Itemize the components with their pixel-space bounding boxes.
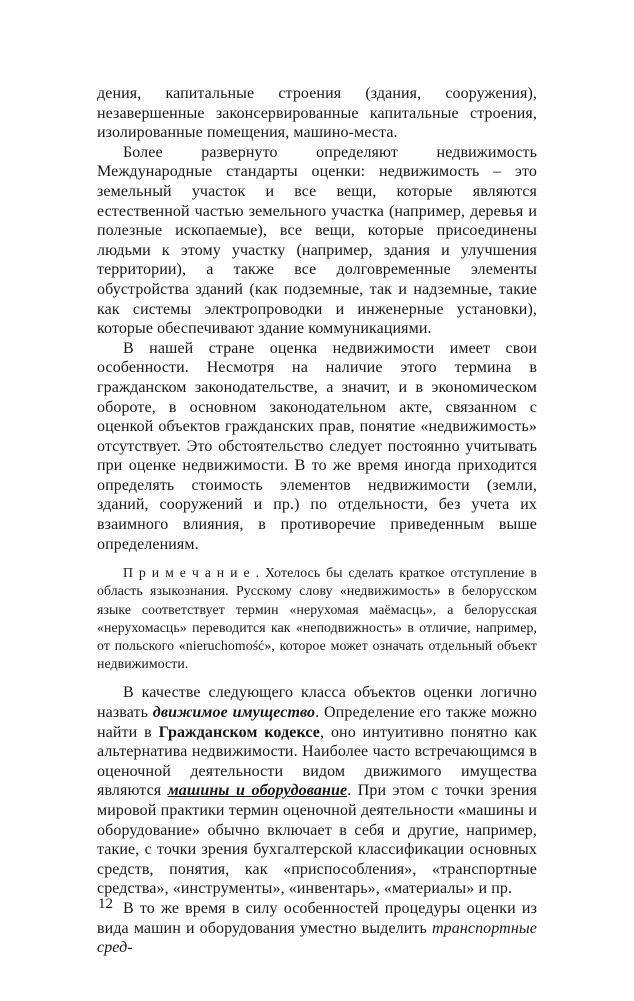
text-run: П р и м е ч а н и е . Хотелось бы сделать краткое отступление в область языкознания. Русскому слову «недвижимость» в белорусском языке соответствует термин «нерухомая маёмасць», а белорусская «нерухомасць» переводится как «неподвижность» в отличие, например, от польского «nieruchomość», которое может означать отдельный объект недвижимости. [97,565,537,672]
text-run: Гражданском кодексе [158,723,320,741]
paragraph-note [97,564,537,673]
text-run: . Определение его также можно найти в [97,704,537,741]
text-run: движимое имущество [152,704,316,722]
text-run: . При этом с точки зрения мировой практики термин оценочной деятельности «машины и оборудование» обычно включает в себя и другие, например, такие, с точки зрения бухгалтерской классификации основных средств, понятия, как «приспособления», «транспортные средства», «инструменты», «инвентарь», «материалы» и пр. [97,782,537,898]
text-run: Более развернуто определяют недвижимость Международные стандарты оценки: недвижимость – это земельный участок и все вещи, которые являются естественной частью земельного участка (например, деревья и полезные ископаемые), все вещи, которые присоединены людьми к этому участку (например, здания и улучшения территории), а также все долговременные элементы обустройства зданий (как подземные, так и надземные, такие как системы электропроводки и инженерные установки), которые обеспечивают здание коммуникациями. [97,143,537,338]
paragraph-p3 [97,339,537,555]
paragraph-p5 [97,683,537,899]
text-run: машины и оборудование [167,782,348,800]
text-run: В нашей стране оценка недвижимости имеет свои особенности. Несмотря на наличие этого термина в гражданском законодательстве, а значит, и в экономическом обороте, в основном законодательном акте, связанном с оценкой объектов гражданских прав, понятие «недвижимость» отсутствует. Это обстоятельство следует постоянно учитывать при оценке недвижимости. В то же время иногда приходится определять стоимость элементов недвижимости (земли, зданий, сооружений и пр.) по отдельности, без учета их взаимного влияния, в противоречие приведенным выше определениям. [97,339,537,553]
text-run: , оно интуитивно понятно как альтернатива недвижимости. Наиболее часто встречающимся в оценочной деятельности видом движимого имущества являются [97,723,537,800]
text-run: дения, капитальные строения (здания, сооружения), незавершенные законсервированные капитальные строения, изолированные помещения, машино-места. [97,85,537,142]
paragraph-p2 [97,143,537,339]
paragraph-p6 [97,899,537,958]
page-number: 12 [98,896,113,912]
paragraph-p1 [97,84,537,143]
text-block [97,84,537,958]
text-run: транспортные сред- [97,919,537,957]
text-run: В качестве следующего класса объектов оценки логично назвать [97,684,537,722]
text-run: В то же время в силу особенностей процедуры оценки из вида машин и оборудования уместно выделить [97,900,537,937]
